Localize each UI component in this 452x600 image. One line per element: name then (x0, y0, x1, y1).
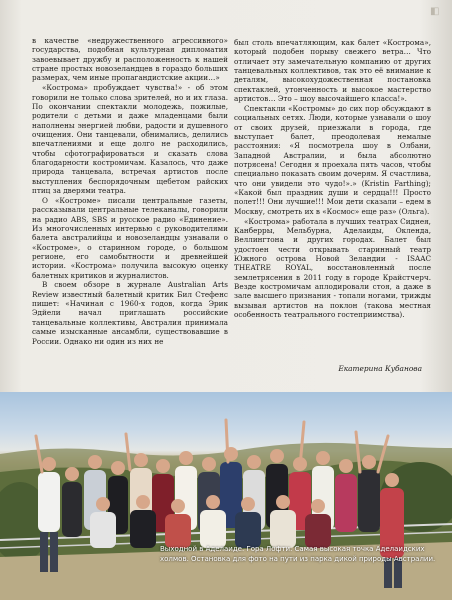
article-right-column (234, 38, 431, 320)
article-author-signature: Екатерина Кубанова (338, 364, 422, 373)
group-photo (0, 392, 452, 600)
article-paragraph: в качестве «недружественного агрессивного» государства, подобная культурная дипломатия завоевывает дружбу и расположенность к нашей стране простых новозеландцев в гораздо больших размерах, чем иные пропагандистские акции…» (32, 36, 228, 83)
article-paragraph: Спектакли «Костромы» до сих пор обсуждают в социальных сетях. Люди, которые узнавали о шоу от своих друзей, приезжали в города, где выступает балет, преодолевая немалые расстояния: «Я посмотрела шоу в Олбани, Западной Австралии, и была абсолютно потрясена! Сегодня я проехала пять часов, чтобы специально показать своим дочерям. Я счастлива, что они увидели это чудо!».» (Kristin Farthing); «Какой был праздник души и сердца!!! Просто полет!!! Они лучшие!!! Мои дети сказали – едем в Москву, смотреть их в «Космос» еще раз» (Ольга). (234, 103, 431, 216)
article-paragraph: В своем обзоре в журнале Australian Arts Review известный балетный критик Бил Стефенс пишет: «Начиная с 1960-х годов, когда Эрик Эдйели начал приглашать российские танцевальные коллективы, Австралия принимала самые изысканные ансамбли, существовавшие в России. Однако ни один из них не (32, 280, 228, 346)
article-paragraph: «Кострома» пробуждает чувства!» - об этом говорили не только слова зрителей, но и их глаза. По окончании спектакли молодежь, пожилые, родители с детьми и даже младенцами были наполнены энергией любви, радости и душевного очищения. Они танцевали, обнимались, делились впечатлениями и еще долго не расходились, чтобы сфотографироваться и сказать слова благодарности костромичам. Казалось, что даже природа танцевала, встречая артистов после выступления беспорядочным щебетом райских птиц за дверями театра. (32, 83, 228, 195)
article-paragraph: О «Костроме» писали центральные газеты, рассказывали центральные телеканалы, говорили на радио ABS, SBS и русское радио «Единение». Из многочисленных интервью с руководителями балета австралийцы и новозеландцы узнавали о «Костроме», о старинном городе, о большом регионе, его самобытности и древнейшей истории. «Кострома» получила высокую оценку балетных критиков и журналистов. (32, 195, 228, 280)
group-photo-illustration (0, 392, 452, 600)
article-left-column (32, 36, 228, 346)
photo-caption: Выходной в Аделаиде. Гора Лофти. Самая высокая точка Аделаидских холмов. Остановка для фото на пути из парка дикой природы Австралии. (160, 545, 436, 563)
page-corner-mark: ◧ (430, 6, 440, 17)
article-paragraph: был столь впечатляющим, как балет «Кострома», который подобен порыву свежего ветра… Что отличает эту замечательную компанию от других танцевальных коллективов, так это её внимание к деталям, высокохудожественная постановка спектаклей, утонченность и высокое мастерство артистов… Это – шоу высочайшего класса!». (234, 38, 431, 104)
article-paragraph: «Кострома» работала в лучших театрах Сиднея, Канберры, Мельбурна, Аделаиды, Окленда, Веллингтона и других городах. Балет был удостоен чести открывать старинный театр Южного острова Новой Зеландии - ISAAC THEATRE ROYAL, восстановленный после землетрясения в 2011 году в городе Крайстчерч. Везде костромичам аплодировали стоя, а даже в зале высшего признания - топали ногами, трижды вызывая артистов на поклон (такова местная особенность театрального гостеприимства). (234, 216, 431, 319)
